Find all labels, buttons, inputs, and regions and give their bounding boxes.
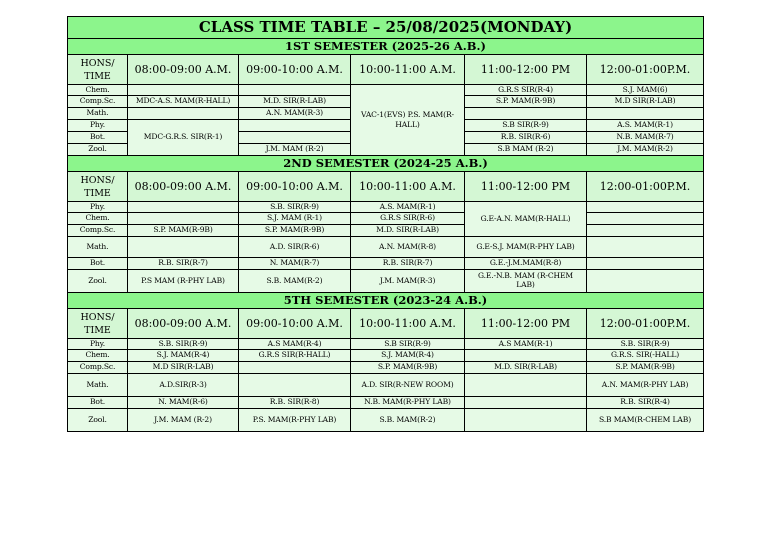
class-cell: M.D. SIR(R-LAB): [239, 96, 351, 108]
subject-label: Zool.: [68, 409, 128, 432]
class-cell: [239, 374, 351, 397]
class-cell: M.D. SIR(R-LAB): [465, 362, 587, 374]
class-cell: G.E-S.J. MAM(R-PHY LAB): [465, 237, 587, 258]
class-cell: S.B SIR(R-9): [351, 339, 465, 350]
table-row: [68, 213, 704, 225]
class-cell: [465, 397, 587, 409]
class-cell: S.J. MAM(R-4): [351, 350, 465, 362]
class-cell: S.P. MAM(R-9B): [351, 362, 465, 374]
class-cell: S.B MAM (R-2): [465, 144, 587, 156]
class-cell: [239, 120, 351, 132]
class-cell: S.B. SIR(R-9): [128, 339, 239, 350]
class-cell: J.M. MAM (R-2): [239, 144, 351, 156]
time-slot-3: 10:00-11:00 A.M.: [351, 55, 465, 85]
time-slot-3: 10:00-11:00 A.M.: [351, 309, 465, 339]
class-cell: M.D. SIR(R-LAB): [351, 225, 465, 237]
class-cell: S.P. MAM(R-9B): [587, 362, 704, 374]
class-cell: [587, 258, 704, 270]
subject-label: Phy.: [68, 339, 128, 350]
class-cell: S.J. MAM (R-1): [239, 213, 351, 225]
class-cell: [128, 213, 239, 225]
class-cell: [465, 374, 587, 397]
class-cell: A.D. SIR(R-NEW ROOM): [351, 374, 465, 397]
table-row: [68, 225, 704, 237]
class-cell: S.P. MAM(R-9B): [128, 225, 239, 237]
class-cell: G.E.-J.M.MAM(R-8): [465, 258, 587, 270]
table-row: [68, 409, 704, 432]
time-slot-5: 12:00-01:00P.M.: [587, 55, 704, 85]
class-cell: A.D. SIR(R-6): [239, 237, 351, 258]
time-slot-2: 09:00-10:00 A.M.: [239, 309, 351, 339]
subject-label: Math.: [68, 374, 128, 397]
class-cell: S.P. MAM(R-9B): [465, 96, 587, 108]
class-cell: MDC-A.S. MAM(R-HALL): [128, 96, 239, 108]
class-cell: P.S. MAM(R-PHY LAB): [239, 409, 351, 432]
class-cell: A.N. MAM(R-PHY LAB): [587, 374, 704, 397]
time-slot-5: 12:00-01:00P.M.: [587, 309, 704, 339]
class-cell: G.R.S SIR(R-4): [465, 85, 587, 96]
class-cell: [587, 237, 704, 258]
time-slot-3: 10:00-11:00 A.M.: [351, 172, 465, 202]
semester-5-title: 5TH SEMESTER (2023-24 A.B.): [68, 293, 704, 309]
class-cell: S.P. MAM(R-9B): [239, 225, 351, 237]
hons-time-header: HONS/ TIME: [68, 172, 128, 202]
table-row: [68, 202, 704, 213]
table-row: [68, 270, 704, 293]
table-row: [68, 237, 704, 258]
class-cell-merged: MDC-G.R.S. SIR(R-1): [128, 120, 239, 156]
class-cell: [128, 85, 239, 96]
table-row: [68, 397, 704, 409]
subject-label: Chem.: [68, 350, 128, 362]
class-cell: [465, 108, 587, 120]
time-slot-1: 08:00-09:00 A.M.: [128, 309, 239, 339]
time-slot-1: 08:00-09:00 A.M.: [128, 172, 239, 202]
class-cell: S.B. SIR(R-9): [239, 202, 351, 213]
class-cell: [587, 225, 704, 237]
class-cell: M.D SIR(R-LAB): [587, 96, 704, 108]
hons-time-header: HONS/ TIME: [68, 309, 128, 339]
table-row: [68, 339, 704, 350]
table-row: [68, 362, 704, 374]
class-cell: S.B MAM(R-CHEM LAB): [587, 409, 704, 432]
class-cell: N. MAM(R-6): [128, 397, 239, 409]
class-cell: [465, 409, 587, 432]
class-cell: [128, 202, 239, 213]
class-cell: A.N. MAM(R-3): [239, 108, 351, 120]
subject-label: Phy.: [68, 120, 128, 132]
class-cell: A.S. MAM(R-1): [587, 120, 704, 132]
time-slot-4: 11:00-12:00 PM: [465, 309, 587, 339]
semester-1-header-row: [68, 55, 704, 85]
class-cell: A.S MAM(R-4): [239, 339, 351, 350]
class-cell: [587, 270, 704, 293]
class-cell: J.M. MAM(R-3): [351, 270, 465, 293]
time-slot-5: 12:00-01:00P.M.: [587, 172, 704, 202]
subject-label: Phy.: [68, 202, 128, 213]
class-cell: G.E.-N.B. MAM (R-CHEM LAB): [465, 270, 587, 293]
semester-2-title: 2ND SEMESTER (2024-25 A.B.): [68, 156, 704, 172]
subject-label: Chem.: [68, 213, 128, 225]
class-cell: N. MAM(R-7): [239, 258, 351, 270]
class-cell: [587, 202, 704, 213]
class-cell: S.J. MAM(6): [587, 85, 704, 96]
subject-label: Math.: [68, 108, 128, 120]
semester-5-header-row: [68, 309, 704, 339]
class-cell: R.B. SIR(R-6): [465, 132, 587, 144]
class-cell: S.J. MAM(R-4): [128, 350, 239, 362]
class-cell: J.M. MAM(R-2): [587, 144, 704, 156]
class-cell: S.B. SIR(R-9): [587, 339, 704, 350]
class-cell: G.R.S. SIR(-HALL): [587, 350, 704, 362]
class-cell: [465, 350, 587, 362]
table-row: [68, 350, 704, 362]
class-cell: A.N. MAM(R-8): [351, 237, 465, 258]
class-cell: [587, 108, 704, 120]
class-cell: M.D SIR(R-LAB): [128, 362, 239, 374]
time-slot-4: 11:00-12:00 PM: [465, 172, 587, 202]
time-slot-2: 09:00-10:00 A.M.: [239, 55, 351, 85]
subject-label: Bot.: [68, 132, 128, 144]
class-cell: S.B. MAM(R-2): [351, 409, 465, 432]
class-cell: [239, 85, 351, 96]
class-cell-merged: VAC-1(EVS) P.S. MAM(R-HALL): [351, 85, 465, 156]
class-cell: G.R.S SIR(R-HALL): [239, 350, 351, 362]
subject-label: Math.: [68, 237, 128, 258]
subject-label: Comp.Sc.: [68, 225, 128, 237]
class-cell: A.S MAM(R-1): [465, 339, 587, 350]
class-cell: [128, 108, 239, 120]
timetable-title: CLASS TIME TABLE – 25/08/2025(MONDAY): [68, 17, 704, 39]
class-cell: [587, 213, 704, 225]
class-cell: A.D.SIR(R-3): [128, 374, 239, 397]
table-row: [68, 374, 704, 397]
subject-label: Chem.: [68, 85, 128, 96]
class-cell: A.S. MAM(R-1): [351, 202, 465, 213]
timetable: [67, 16, 704, 432]
subject-label: Bot.: [68, 397, 128, 409]
class-cell: J.M. MAM (R-2): [128, 409, 239, 432]
table-row: [68, 258, 704, 270]
class-cell: N.B. MAM(R-PHY LAB): [351, 397, 465, 409]
class-cell: G.R.S SIR(R-6): [351, 213, 465, 225]
subject-label: Zool.: [68, 144, 128, 156]
class-cell: [128, 237, 239, 258]
time-slot-4: 11:00-12:00 PM: [465, 55, 587, 85]
class-cell: R.B. SIR(R-4): [587, 397, 704, 409]
class-cell: S.B. MAM(R-2): [239, 270, 351, 293]
class-cell: R.B. SIR(R-7): [351, 258, 465, 270]
class-cell: R.B. SIR(R-8): [239, 397, 351, 409]
time-slot-1: 08:00-09:00 A.M.: [128, 55, 239, 85]
class-cell: [239, 132, 351, 144]
subject-label: Comp.Sc.: [68, 362, 128, 374]
table-row: [68, 85, 704, 96]
subject-label: Zool.: [68, 270, 128, 293]
class-cell-merged: G.E-A.N. MAM(R-HALL): [465, 202, 587, 237]
class-cell: S.B SIR(R-9): [465, 120, 587, 132]
subject-label: Comp.Sc.: [68, 96, 128, 108]
semester-1-title: 1ST SEMESTER (2025-26 A.B.): [68, 39, 704, 55]
time-slot-2: 09:00-10:00 A.M.: [239, 172, 351, 202]
class-cell: P.S MAM (R-PHY LAB): [128, 270, 239, 293]
hons-time-header: HONS/ TIME: [68, 55, 128, 85]
class-cell: R.B. SIR(R-7): [128, 258, 239, 270]
class-cell: [239, 362, 351, 374]
class-cell: N.B. MAM(R-7): [587, 132, 704, 144]
semester-2-header-row: [68, 172, 704, 202]
subject-label: Bot.: [68, 258, 128, 270]
